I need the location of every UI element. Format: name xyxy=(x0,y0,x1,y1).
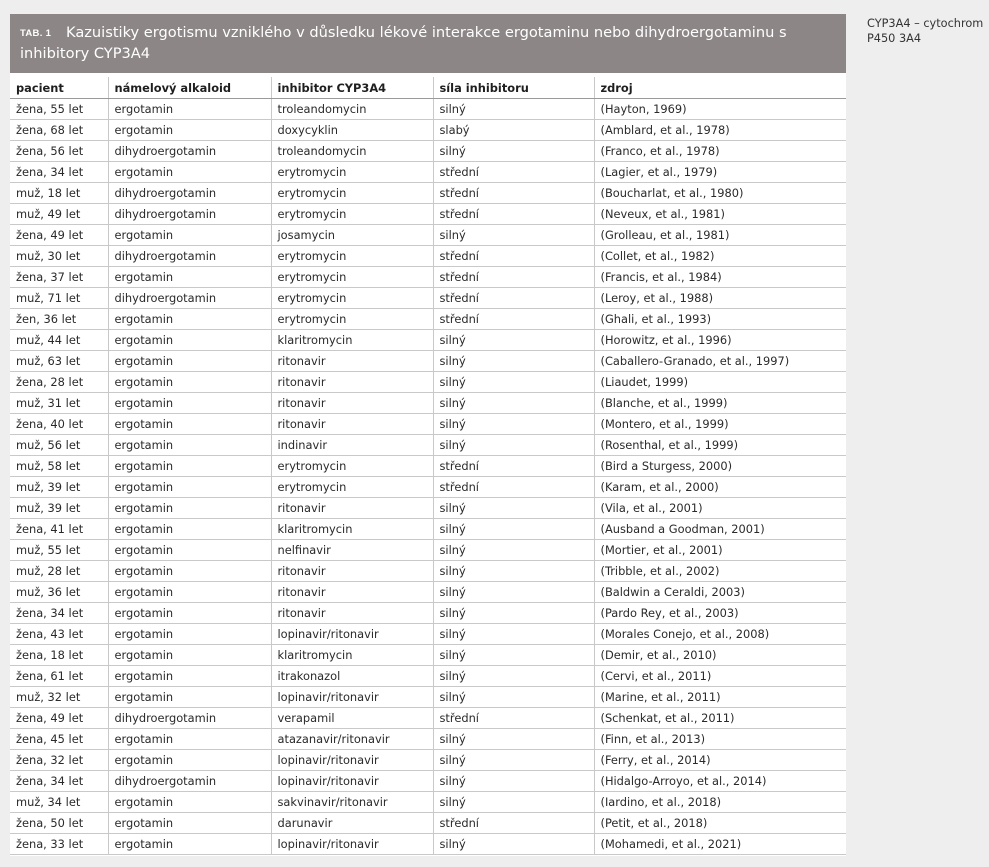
inhibitor-cell: nelfinavir xyxy=(271,540,433,561)
alkaloid-cell: ergotamin xyxy=(108,120,271,141)
strength-cell: silný xyxy=(433,561,594,582)
strength-cell: silný xyxy=(433,351,594,372)
alkaloid-cell: ergotamin xyxy=(108,330,271,351)
table-row xyxy=(10,246,846,267)
patient-cell: žena, 34 let xyxy=(10,771,108,792)
inhibitor-cell: ritonavir xyxy=(271,351,433,372)
patient-cell: muž, 39 let xyxy=(10,477,108,498)
patient-cell: žena, 18 let xyxy=(10,645,108,666)
source-cell: (Collet, et al., 1982) xyxy=(594,246,846,267)
strength-cell: střední xyxy=(433,162,594,183)
strength-cell: silný xyxy=(433,624,594,645)
table-row xyxy=(10,813,846,834)
alkaloid-cell: ergotamin xyxy=(108,687,271,708)
strength-cell: silný xyxy=(433,582,594,603)
strength-cell: silný xyxy=(433,372,594,393)
alkaloid-cell: ergotamin xyxy=(108,792,271,813)
table-row xyxy=(10,666,846,687)
alkaloid-cell: ergotamin xyxy=(108,393,271,414)
strength-cell: slabý xyxy=(433,120,594,141)
source-cell: (Grolleau, et al., 1981) xyxy=(594,225,846,246)
table-row xyxy=(10,582,846,603)
table-row xyxy=(10,498,846,519)
alkaloid-cell: ergotamin xyxy=(108,666,271,687)
patient-cell: muž, 32 let xyxy=(10,687,108,708)
table-row xyxy=(10,204,846,225)
patient-cell: žena, 40 let xyxy=(10,414,108,435)
inhibitor-cell: klaritromycin xyxy=(271,330,433,351)
inhibitor-cell: erytromycin xyxy=(271,267,433,288)
patient-cell: žena, 37 let xyxy=(10,267,108,288)
inhibitor-cell: darunavir xyxy=(271,813,433,834)
source-cell: (Baldwin a Ceraldi, 2003) xyxy=(594,582,846,603)
alkaloid-cell: ergotamin xyxy=(108,540,271,561)
inhibitor-cell: klaritromycin xyxy=(271,645,433,666)
source-cell: (Finn, et al., 2013) xyxy=(594,729,846,750)
patient-cell: žena, 33 let xyxy=(10,834,108,855)
table-row xyxy=(10,435,846,456)
inhibitor-cell: sakvinavir/ritonavir xyxy=(271,792,433,813)
alkaloid-cell: ergotamin xyxy=(108,603,271,624)
table-row xyxy=(10,624,846,645)
strength-cell: silný xyxy=(433,498,594,519)
inhibitor-cell: ritonavir xyxy=(271,561,433,582)
strength-cell: střední xyxy=(433,456,594,477)
patient-cell: žena, 34 let xyxy=(10,603,108,624)
alkaloid-cell: ergotamin xyxy=(108,813,271,834)
source-cell: (Blanche, et al., 1999) xyxy=(594,393,846,414)
table-row xyxy=(10,645,846,666)
alkaloid-cell: dihydroergotamin xyxy=(108,183,271,204)
source-cell: (Caballero-Granado, et al., 1997) xyxy=(594,351,846,372)
alkaloid-cell: ergotamin xyxy=(108,729,271,750)
source-cell: (Montero, et al., 1999) xyxy=(594,414,846,435)
strength-cell: silný xyxy=(433,414,594,435)
table-row xyxy=(10,519,846,540)
patient-cell: muž, 31 let xyxy=(10,393,108,414)
inhibitor-cell: erytromycin xyxy=(271,309,433,330)
source-cell: (Iardino, et al., 2018) xyxy=(594,792,846,813)
inhibitor-cell: erytromycin xyxy=(271,162,433,183)
patient-cell: muž, 44 let xyxy=(10,330,108,351)
inhibitor-cell: troleandomycin xyxy=(271,99,433,120)
patient-cell: žena, 49 let xyxy=(10,225,108,246)
inhibitor-cell: lopinavir/ritonavir xyxy=(271,834,433,855)
strength-cell: silný xyxy=(433,834,594,855)
table-row xyxy=(10,330,846,351)
strength-cell: silný xyxy=(433,99,594,120)
inhibitor-cell: lopinavir/ritonavir xyxy=(271,771,433,792)
inhibitor-cell: lopinavir/ritonavir xyxy=(271,687,433,708)
source-cell: (Liaudet, 1999) xyxy=(594,372,846,393)
inhibitor-cell: lopinavir/ritonavir xyxy=(271,624,433,645)
table-row xyxy=(10,729,846,750)
strength-cell: silný xyxy=(433,729,594,750)
strength-cell: silný xyxy=(433,645,594,666)
table-row xyxy=(10,99,846,120)
inhibitor-cell: atazanavir/ritonavir xyxy=(271,729,433,750)
table-row xyxy=(10,540,846,561)
source-cell: (Franco, et al., 1978) xyxy=(594,141,846,162)
patient-cell: muž, 34 let xyxy=(10,792,108,813)
strength-cell: silný xyxy=(433,792,594,813)
patient-cell: žena, 43 let xyxy=(10,624,108,645)
alkaloid-cell: ergotamin xyxy=(108,477,271,498)
patient-cell: muž, 49 let xyxy=(10,204,108,225)
source-cell: (Rosenthal, et al., 1999) xyxy=(594,435,846,456)
strength-cell: silný xyxy=(433,603,594,624)
table-row xyxy=(10,372,846,393)
source-cell: (Marine, et al., 2011) xyxy=(594,687,846,708)
alkaloid-cell: ergotamin xyxy=(108,498,271,519)
table-panel xyxy=(10,14,846,856)
source-cell: (Schenkat, et al., 2011) xyxy=(594,708,846,729)
strength-cell: střední xyxy=(433,477,594,498)
patient-cell: žena, 61 let xyxy=(10,666,108,687)
table-row xyxy=(10,414,846,435)
inhibitor-cell: klaritromycin xyxy=(271,519,433,540)
source-cell: (Leroy, et al., 1988) xyxy=(594,288,846,309)
inhibitor-cell: troleandomycin xyxy=(271,141,433,162)
column-header-strength: síla inhibitoru xyxy=(433,77,594,99)
strength-cell: střední xyxy=(433,246,594,267)
strength-cell: silný xyxy=(433,519,594,540)
strength-cell: silný xyxy=(433,141,594,162)
source-cell: (Mohamedi, et al., 2021) xyxy=(594,834,846,855)
table-body xyxy=(10,99,846,855)
alkaloid-cell: dihydroergotamin xyxy=(108,204,271,225)
strength-cell: střední xyxy=(433,288,594,309)
inhibitor-cell: verapamil xyxy=(271,708,433,729)
patient-cell: žena, 41 let xyxy=(10,519,108,540)
table-row xyxy=(10,477,846,498)
alkaloid-cell: ergotamin xyxy=(108,435,271,456)
inhibitor-cell: doxycyklin xyxy=(271,120,433,141)
source-cell: (Francis, et al., 1984) xyxy=(594,267,846,288)
inhibitor-cell: erytromycin xyxy=(271,183,433,204)
source-cell: (Bird a Sturgess, 2000) xyxy=(594,456,846,477)
inhibitor-cell: ritonavir xyxy=(271,582,433,603)
source-cell: (Mortier, et al., 2001) xyxy=(594,540,846,561)
strength-cell: střední xyxy=(433,204,594,225)
patient-cell: žena, 68 let xyxy=(10,120,108,141)
patient-cell: muž, 28 let xyxy=(10,561,108,582)
source-cell: (Pardo Rey, et al., 2003) xyxy=(594,603,846,624)
patient-cell: žena, 50 let xyxy=(10,813,108,834)
table-header-row xyxy=(10,77,846,99)
alkaloid-cell: ergotamin xyxy=(108,309,271,330)
alkaloid-cell: ergotamin xyxy=(108,561,271,582)
patient-cell: muž, 55 let xyxy=(10,540,108,561)
alkaloid-cell: ergotamin xyxy=(108,99,271,120)
strength-cell: silný xyxy=(433,540,594,561)
alkaloid-cell: dihydroergotamin xyxy=(108,708,271,729)
strength-cell: střední xyxy=(433,183,594,204)
table-row xyxy=(10,456,846,477)
abbreviation-note: CYP3A4 – cytochrom P450 3A4 xyxy=(867,17,984,45)
source-cell: (Horowitz, et al., 1996) xyxy=(594,330,846,351)
alkaloid-cell: dihydroergotamin xyxy=(108,771,271,792)
source-cell: (Petit, et al., 2018) xyxy=(594,813,846,834)
patient-cell: muž, 30 let xyxy=(10,246,108,267)
table-row xyxy=(10,162,846,183)
source-cell: (Morales Conejo, et al., 2008) xyxy=(594,624,846,645)
table-row xyxy=(10,708,846,729)
column-header-source: zdroj xyxy=(594,77,846,99)
table-row xyxy=(10,561,846,582)
alkaloid-cell: ergotamin xyxy=(108,519,271,540)
source-cell: (Ferry, et al., 2014) xyxy=(594,750,846,771)
source-cell: (Cervi, et al., 2011) xyxy=(594,666,846,687)
inhibitor-cell: ritonavir xyxy=(271,603,433,624)
source-cell: (Hidalgo-Arroyo, et al., 2014) xyxy=(594,771,846,792)
table-row xyxy=(10,771,846,792)
patient-cell: žena, 32 let xyxy=(10,750,108,771)
strength-cell: střední xyxy=(433,309,594,330)
table-number: TAB. 1 xyxy=(20,28,52,39)
source-cell: (Lagier, et al., 1979) xyxy=(594,162,846,183)
inhibitor-cell: ritonavir xyxy=(271,498,433,519)
inhibitor-cell: erytromycin xyxy=(271,288,433,309)
strength-cell: silný xyxy=(433,750,594,771)
table-row xyxy=(10,834,846,855)
strength-cell: silný xyxy=(433,687,594,708)
table-caption xyxy=(10,14,846,73)
source-cell: (Hayton, 1969) xyxy=(594,99,846,120)
source-cell: (Neveux, et al., 1981) xyxy=(594,204,846,225)
table-row xyxy=(10,183,846,204)
alkaloid-cell: ergotamin xyxy=(108,414,271,435)
patient-cell: muž, 39 let xyxy=(10,498,108,519)
patient-cell: muž, 18 let xyxy=(10,183,108,204)
alkaloid-cell: dihydroergotamin xyxy=(108,288,271,309)
alkaloid-cell: ergotamin xyxy=(108,162,271,183)
patient-cell: žena, 28 let xyxy=(10,372,108,393)
column-header-inhibitor: inhibitor CYP3A4 xyxy=(271,77,433,99)
strength-cell: silný xyxy=(433,330,594,351)
patient-cell: žen, 36 let xyxy=(10,309,108,330)
patient-cell: muž, 63 let xyxy=(10,351,108,372)
source-cell: (Ghali, et al., 1993) xyxy=(594,309,846,330)
inhibitor-cell: itrakonazol xyxy=(271,666,433,687)
inhibitor-cell: ritonavir xyxy=(271,393,433,414)
inhibitor-cell: erytromycin xyxy=(271,204,433,225)
table-row xyxy=(10,687,846,708)
patient-cell: muž, 71 let xyxy=(10,288,108,309)
alkaloid-cell: ergotamin xyxy=(108,372,271,393)
patient-cell: muž, 56 let xyxy=(10,435,108,456)
source-cell: (Amblard, et al., 1978) xyxy=(594,120,846,141)
inhibitor-cell: erytromycin xyxy=(271,246,433,267)
source-cell: (Tribble, et al., 2002) xyxy=(594,561,846,582)
alkaloid-cell: dihydroergotamin xyxy=(108,246,271,267)
inhibitor-cell: erytromycin xyxy=(271,477,433,498)
patient-cell: žena, 55 let xyxy=(10,99,108,120)
alkaloid-cell: ergotamin xyxy=(108,750,271,771)
table-row xyxy=(10,141,846,162)
strength-cell: střední xyxy=(433,813,594,834)
ergotism-case-table xyxy=(10,77,846,855)
patient-cell: muž, 36 let xyxy=(10,582,108,603)
alkaloid-cell: ergotamin xyxy=(108,351,271,372)
table-row xyxy=(10,792,846,813)
inhibitor-cell: lopinavir/ritonavir xyxy=(271,750,433,771)
alkaloid-cell: ergotamin xyxy=(108,624,271,645)
alkaloid-cell: ergotamin xyxy=(108,645,271,666)
source-cell: (Demir, et al., 2010) xyxy=(594,645,846,666)
alkaloid-cell: ergotamin xyxy=(108,582,271,603)
patient-cell: žena, 49 let xyxy=(10,708,108,729)
source-cell: (Boucharlat, et al., 1980) xyxy=(594,183,846,204)
table-row xyxy=(10,267,846,288)
patient-cell: žena, 56 let xyxy=(10,141,108,162)
source-cell: (Karam, et al., 2000) xyxy=(594,477,846,498)
alkaloid-cell: ergotamin xyxy=(108,834,271,855)
table-row xyxy=(10,750,846,771)
table-row xyxy=(10,603,846,624)
alkaloid-cell: dihydroergotamin xyxy=(108,141,271,162)
strength-cell: střední xyxy=(433,708,594,729)
patient-cell: žena, 45 let xyxy=(10,729,108,750)
source-cell: (Ausband a Goodman, 2001) xyxy=(594,519,846,540)
strength-cell: silný xyxy=(433,771,594,792)
table-row xyxy=(10,288,846,309)
strength-cell: silný xyxy=(433,435,594,456)
inhibitor-cell: josamycin xyxy=(271,225,433,246)
alkaloid-cell: ergotamin xyxy=(108,225,271,246)
table-row xyxy=(10,120,846,141)
strength-cell: silný xyxy=(433,225,594,246)
strength-cell: silný xyxy=(433,666,594,687)
table-row xyxy=(10,393,846,414)
inhibitor-cell: ritonavir xyxy=(271,372,433,393)
strength-cell: silný xyxy=(433,393,594,414)
inhibitor-cell: erytromycin xyxy=(271,456,433,477)
alkaloid-cell: ergotamin xyxy=(108,267,271,288)
inhibitor-cell: ritonavir xyxy=(271,414,433,435)
table-title: Kazuistiky ergotismu vzniklého v důsledku lékové interakce ergotaminu nebo dihydroergotaminu s inhibitory CYP3A4 xyxy=(20,24,787,62)
patient-cell: muž, 58 let xyxy=(10,456,108,477)
table-row xyxy=(10,351,846,372)
patient-cell: žena, 34 let xyxy=(10,162,108,183)
strength-cell: střední xyxy=(433,267,594,288)
column-header-patient: pacient xyxy=(10,77,108,99)
source-cell: (Vila, et al., 2001) xyxy=(594,498,846,519)
table-row xyxy=(10,309,846,330)
column-header-alkaloid: námelový alkaloid xyxy=(108,77,271,99)
inhibitor-cell: indinavir xyxy=(271,435,433,456)
alkaloid-cell: ergotamin xyxy=(108,456,271,477)
table-row xyxy=(10,225,846,246)
